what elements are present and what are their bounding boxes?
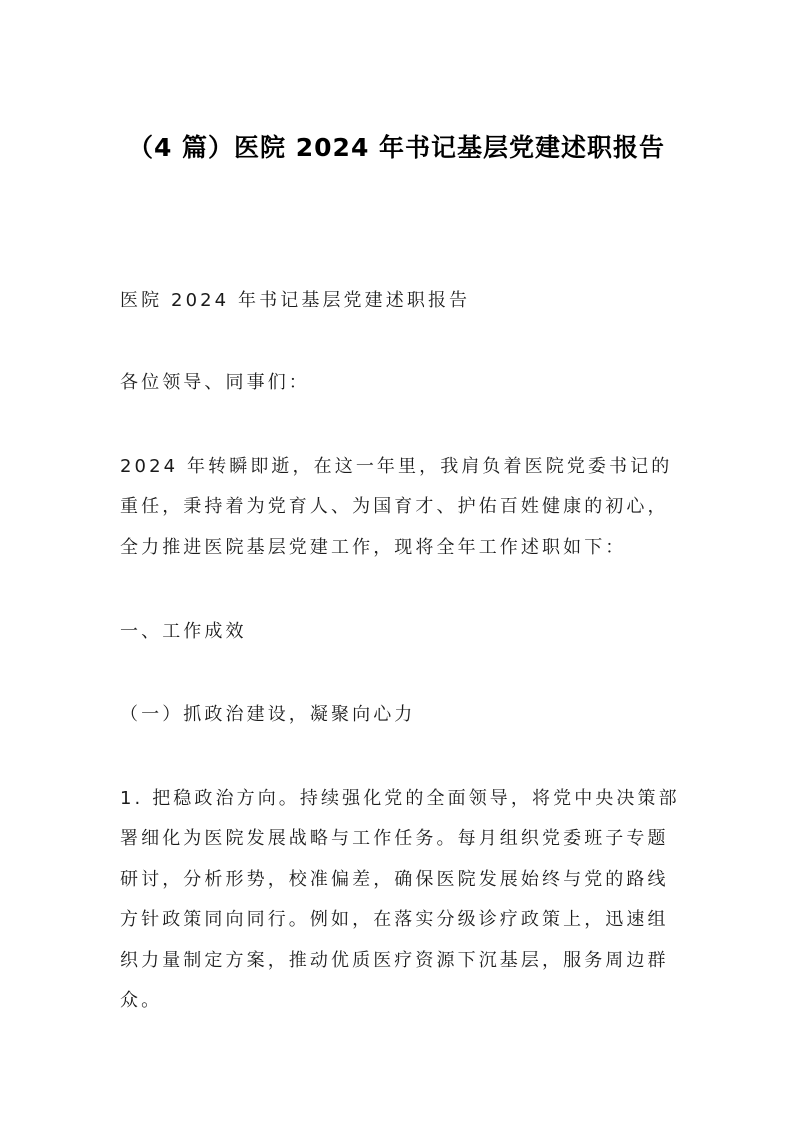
- subsection-heading: （一）抓政治建设，凝聚向心力: [120, 704, 416, 725]
- document-title: （4 篇）医院 2024 年书记基层党建述职报告: [127, 133, 666, 162]
- item-1-line-4: 方针政策同向同行。例如，在落实分级诊疗政策上，迅速组: [120, 909, 669, 930]
- document-subtitle: 医院 2024 年书记基层党建述职报告: [120, 290, 471, 311]
- item-1-line-1: 1. 把稳政治方向。持续强化党的全面领导，将党中央决策部: [120, 788, 680, 809]
- item-1-line-2: 署细化为医院发展战略与工作任务。每月组织党委班子专题: [120, 828, 669, 849]
- intro-line-3: 全力推进医院基层党建工作，现将全年工作述职如下：: [120, 537, 627, 558]
- intro-line-2: 重任，秉持着为党育人、为国育才、护佑百姓健康的初心，: [120, 496, 669, 517]
- item-1-line-5: 织力量制定方案，推动优质医疗资源下沉基层，服务周边群: [120, 950, 669, 971]
- greeting: 各位领导、同事们：: [120, 372, 310, 393]
- intro-line-1: 2024 年转瞬即逝，在这一年里，我肩负着医院党委书记的: [120, 456, 673, 477]
- item-1-line-3: 研讨，分析形势，校准偏差，确保医院发展始终与党的路线: [120, 869, 669, 890]
- section-heading: 一、工作成效: [120, 621, 247, 642]
- item-1-line-6: 众。: [120, 990, 163, 1011]
